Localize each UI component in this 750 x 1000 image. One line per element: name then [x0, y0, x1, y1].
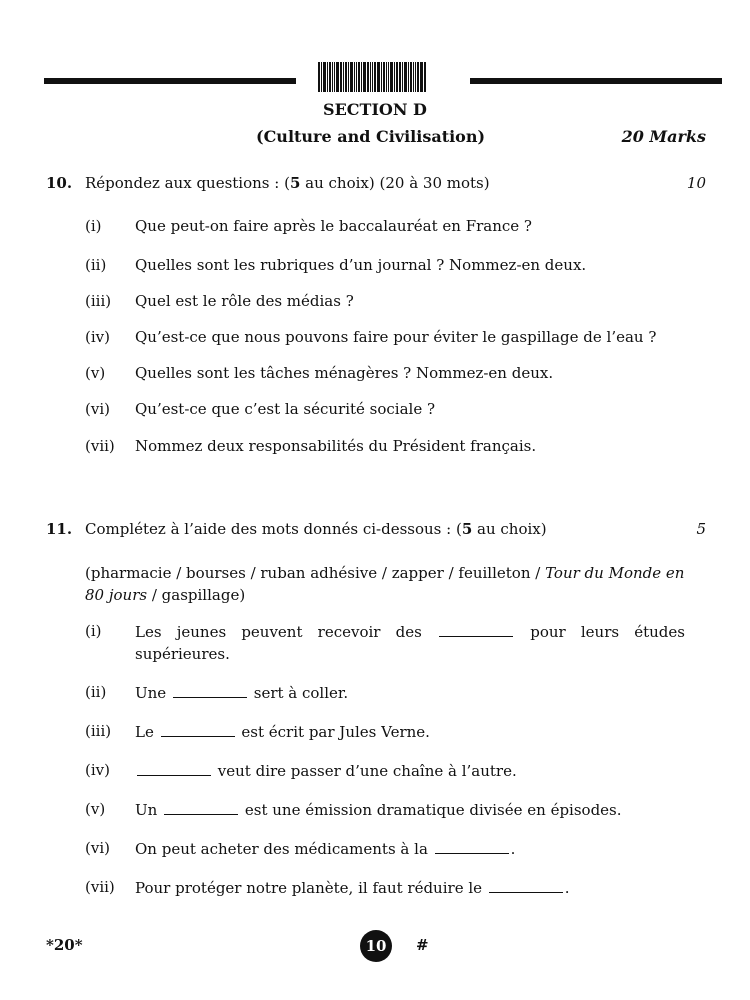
q10-item-text: Que peut-on faire après le baccalauréat en France ? [135, 217, 532, 235]
header-rule-right [470, 78, 722, 84]
q11-item-text: Pour protéger notre planète, il faut réduire le . [135, 879, 570, 897]
q11-item-number: (i) [85, 622, 102, 640]
section-marks: 20 Marks [621, 127, 706, 146]
q10-item-number: (v) [85, 364, 106, 382]
header-rule-left [44, 78, 296, 84]
question-10-prompt: Répondez aux questions : (5 au choix) (20 à 30 mots) [85, 174, 490, 192]
q10-item-number: (ii) [85, 256, 107, 274]
question-10-number: 10. [46, 174, 73, 192]
answer-blank[interactable] [161, 722, 235, 737]
section-subtitle: (Culture and Civilisation) [256, 127, 486, 146]
barcode-image [318, 62, 436, 92]
q11-item-number: (iii) [85, 722, 112, 740]
q10-item-number: (vii) [85, 437, 115, 455]
q10-item-number: (iii) [85, 292, 112, 310]
question-11-marks: 5 [696, 520, 706, 538]
answer-blank[interactable] [173, 683, 247, 698]
question-11-number: 11. [46, 520, 73, 538]
answer-blank[interactable] [435, 839, 509, 854]
answer-blank[interactable] [164, 800, 238, 815]
q10-item-text: Quelles sont les rubriques d’un journal ? Nommez-en deux. [135, 256, 587, 274]
page-number-badge: 10 [360, 930, 392, 962]
q10-item-text: Qu’est-ce que nous pouvons faire pour éviter le gaspillage de l’eau ? [135, 328, 657, 346]
q11-item-number: (iv) [85, 761, 110, 779]
q10-item-number: (iv) [85, 328, 110, 346]
q11-item-number: (v) [85, 800, 106, 818]
answer-blank[interactable] [137, 761, 211, 776]
footer-hash: # [416, 936, 429, 954]
q10-item-number: (vi) [85, 400, 110, 418]
q10-item-text: Quel est le rôle des médias ? [135, 292, 354, 310]
q11-item-text: On peut acheter des médicaments à la . [135, 840, 516, 858]
answer-blank[interactable] [489, 878, 563, 893]
word-list: (pharmacie / bourses / ruban adhésive / zapper / feuilleton / Tour du Monde en 80 jours / gaspillage) [85, 564, 685, 604]
q10-item-text: Nommez deux responsabilités du Président français. [135, 437, 537, 455]
q11-item-number: (vii) [85, 878, 115, 896]
footer-code: *20* [46, 936, 83, 954]
question-10-marks: 10 [686, 174, 706, 192]
q10-item-text: Quelles sont les tâches ménagères ? Nommez-en deux. [135, 364, 554, 382]
answer-blank[interactable] [439, 622, 513, 637]
section-title: SECTION D [323, 100, 427, 119]
q11-item-text-continued: supérieures. [135, 645, 230, 663]
q11-item-text: Un est une émission dramatique divisée en épisodes. [135, 801, 622, 819]
q11-item-text: veut dire passer d’une chaîne à l’autre. [135, 761, 685, 780]
q10-item-number: (i) [85, 217, 102, 235]
q11-item-number: (vi) [85, 839, 110, 857]
q11-item-number: (ii) [85, 683, 107, 701]
q10-item-text: Qu’est-ce que c’est la sécurité sociale ? [135, 400, 436, 418]
q11-item-text: Les jeunes peuvent recevoir des pour leurs études [135, 623, 685, 641]
q11-item-text: Une sert à coller. [135, 684, 349, 702]
question-11-prompt: Complétez à l’aide des mots donnés ci-dessous : (5 au choix) [85, 520, 547, 538]
q11-item-text: Le est écrit par Jules Verne. [135, 723, 430, 741]
